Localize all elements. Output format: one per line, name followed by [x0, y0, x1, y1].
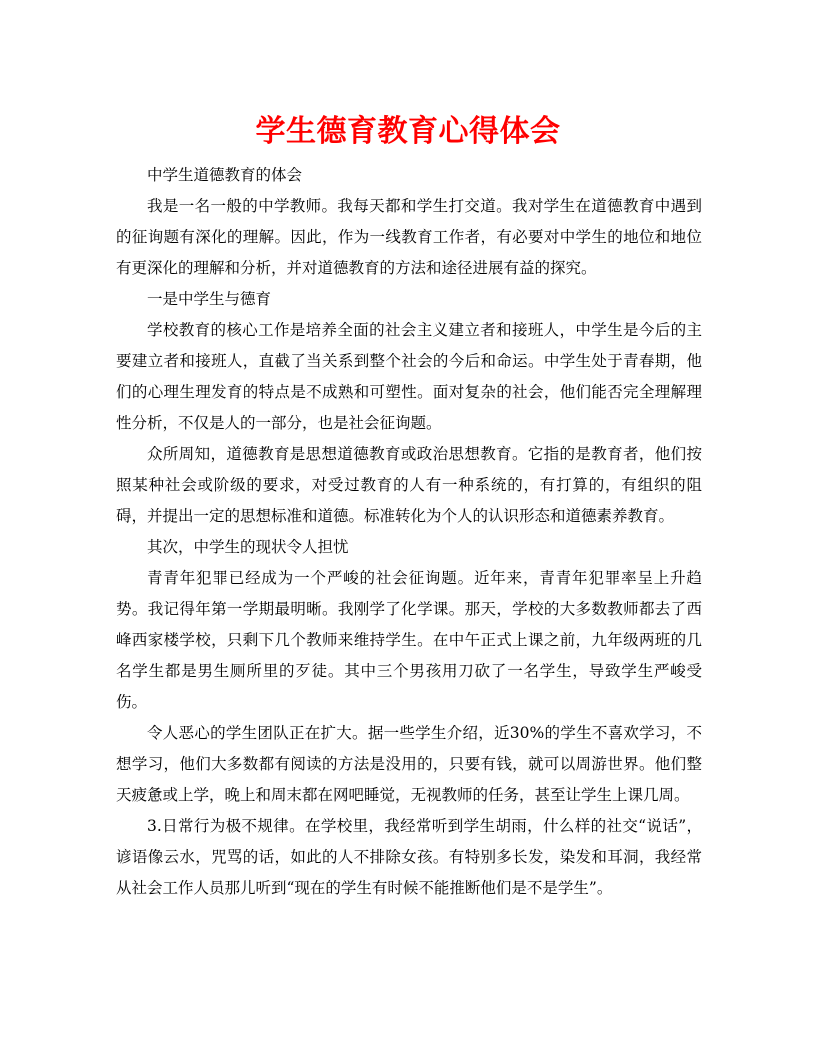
paragraph: 青青年犯罪已经成为一个严峻的社会征询题。近年来，青青年犯罪率呈上升趋势。我记得年第一学期最明晰。我刚学了化学课。那天，学校的大多数教师都去了西峰西家楼学校，只剩下几个教师来维持学生。在中午正式上课之前，九年级两班的几名学生都是男生厕所里的歹徒。其中三个男孩用刀砍了一名学生，导致学生严峻受伤。 [116, 569, 702, 711]
document-title: 学生德育教育心得体会 [255, 114, 561, 149]
paragraph-heading: 中学生道德教育的体会 [147, 166, 303, 184]
paragraph: 3.日常行为极不规律。在学校里，我经常听到学生胡雨，什么样的社交“说话”，谚语像云水，咒骂的话，如此的人不排除女孩。有特别多长发，染发和耳洞，我经常从社会工作人员那儿听到“现在的学生有时候不能推断他们是不是学生”。 [116, 817, 702, 897]
paragraph: 我是一名一般的中学教师。我每天都和学生打交道。我对学生在道德教育中遇到的征询题有深化的理解。因此，作为一线教育工作者，有必要对中学生的地位和地位有更深化的理解和分析，并对道德教育的方法和途径进展有益的探究。 [116, 197, 702, 277]
paragraph: 众所周知，道德教育是思想道德教育或政治思想教育。它指的是教育者，他们按照某种社会或阶级的要求，对受过教育的人有一种系统的，有打算的，有组织的阻碍，并提出一定的思想标准和道德。标准转化为个人的认识形态和道德素养教育。 [116, 445, 702, 525]
section-heading: 一是中学生与德育 [147, 290, 272, 308]
section-heading: 其次，中学生的现状令人担忧 [147, 538, 349, 556]
paragraph: 令人恶心的学生团队正在扩大。据一些学生介绍，近30%的学生不喜欢学习，不想学习，他们大多数都有阅读的方法是没用的，只要有钱，就可以周游世界。他们整天疲惫或上学，晚上和周末都在网吧睡觉，无视教师的任务，甚至让学生上课几周。 [116, 724, 702, 804]
document-body [116, 160, 702, 904]
paragraph: 学校教育的核心工作是培养全面的社会主义建立者和接班人，中学生是今后的主要建立者和接班人，直截了当关系到整个社会的今后和命运。中学生处于青春期，他们的心理生理发育的特点是不成熟和可塑性。面对复杂的社会，他们能否完全理解理性分析，不仅是人的一部分，也是社会征询题。 [116, 321, 702, 432]
